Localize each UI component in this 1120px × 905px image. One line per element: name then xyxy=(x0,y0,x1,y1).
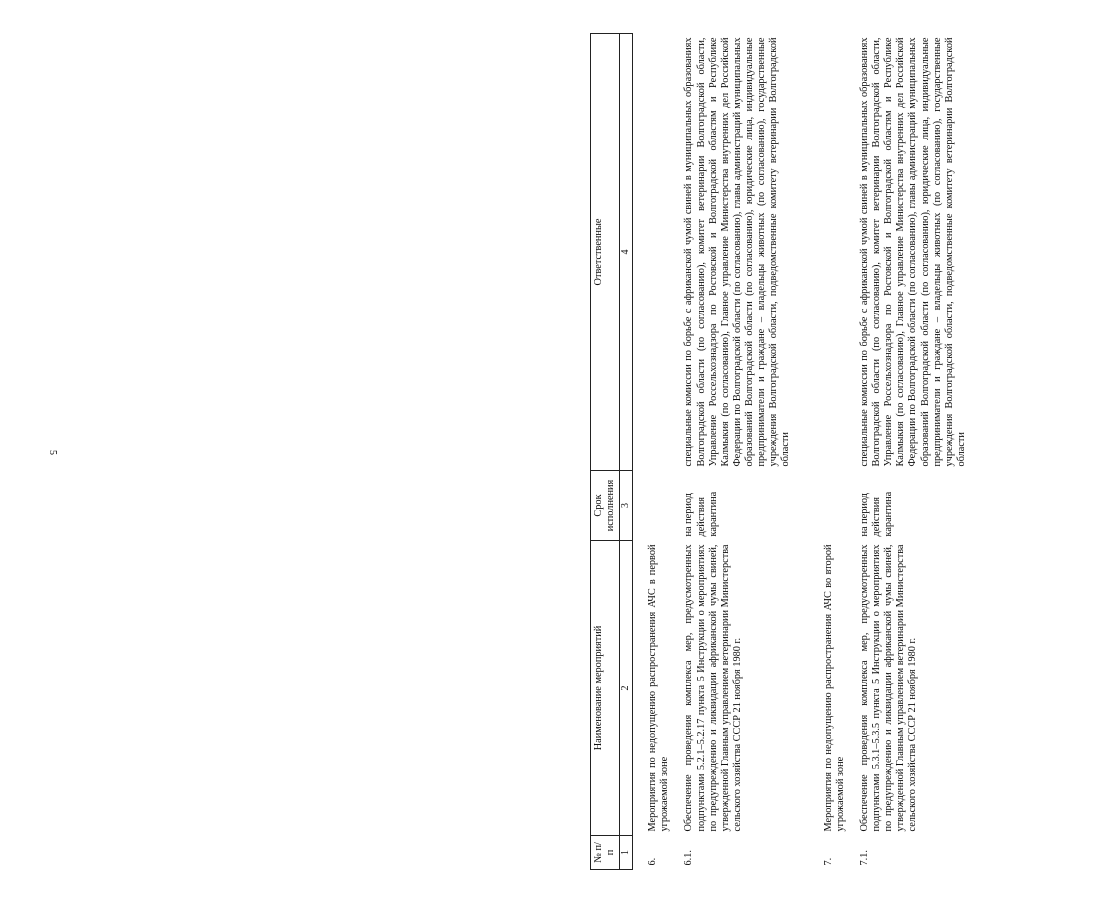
column-number: 1 xyxy=(620,836,633,870)
row-name: Обеспечение проведения комплекса мер, предусмотренных подпунктами 5.3.1–5.3.5 пункта 5 Инструкции о мероприятиях по предупреждению и ликвидации африканской чумы свиней, утвержденной Главным управлением ветеринарии Министерства сельского хозяйства СССР 21 ноября 1980 г. xyxy=(858,544,919,832)
row-num: 6. xyxy=(647,857,659,866)
measures-table xyxy=(590,33,970,870)
header-deadline: Срок исполнения xyxy=(591,471,620,541)
rotated-page xyxy=(590,34,1120,870)
row-num: 7.1. xyxy=(858,850,870,866)
row-responsible xyxy=(795,34,849,471)
column-number: 2 xyxy=(620,541,633,836)
row-name: Мероприятия по недопущению распространения АЧС во второй угрожаемой зоне xyxy=(822,544,846,832)
row-responsible: специальные комиссии по борьбе с африканской чумой свиней в муниципальных образованиях Волгоградской области (по согласованию), комитет ветеринарии Волгоградской области, Управление Россельхознадзора по Ростовской и Волгоградской областям и Республике Калмыкия (по согласованию), Главное управление Министерства внутренних дел Российской Федерации по Волгоградской области (по согласованию), главы администраций муниципальных образований Волгоградской области (по согласованию), юридические лица, индивидуальные предприниматели и граждане – владельцы животных (по согласованию), государственные учреждения Волгоградской области, подведомственные комитету ветеринарии Волгоградской области xyxy=(858,37,968,467)
column-number: 3 xyxy=(620,471,633,541)
row-deadline xyxy=(795,471,849,541)
table-row xyxy=(633,34,674,870)
column-number-row xyxy=(620,34,633,870)
row-responsible: специальные комиссии по борьбе с африканской чумой свиней в муниципальных образованиях Волгоградской области (по согласованию), комитет ветеринарии Волгоградской области, Управление Россельхознадзора по Ростовской и Волгоградской областям и Республике Калмыкия (по согласованию), Главное управление Министерства внутренних дел Российской Федерации по Волгоградской области (по согласованию), главы администраций муниципальных образований Волгоградской области (по согласованию), юридические лица, индивидуальные предприниматели и граждане – владельцы животных (по согласованию), государственные учреждения Волгоградской области, подведомственные комитету ветеринарии Волгоградской области xyxy=(683,37,792,467)
header-num: № п/п xyxy=(591,836,620,870)
table-row xyxy=(849,34,970,870)
column-number: 4 xyxy=(620,34,633,471)
row-name: Обеспечение проведения комплекса мер, предусмотренных подпунктами 5.2.1–5.2.17 пункта 5 Инструкции о мероприятиях по предупреждению и ликвидации африканской чумы свиней, утвержденной Главным управлением ветеринарии Министерства сельского хозяйства СССР 21 ноября 1980 г. xyxy=(683,544,743,832)
row-deadline: на период действия карантина xyxy=(858,491,895,537)
table-row xyxy=(795,34,849,870)
row-num: 7. xyxy=(822,857,834,866)
row-num: 6.1. xyxy=(683,850,695,866)
row-deadline xyxy=(633,471,674,541)
row-responsible xyxy=(633,34,674,471)
header-row xyxy=(591,34,620,870)
page-number: 5 xyxy=(47,450,58,455)
header-responsible: Ответственные xyxy=(591,34,620,471)
row-deadline: на период действия карантина xyxy=(683,491,719,537)
table-row xyxy=(673,34,794,870)
header-name: Наименование мероприятий xyxy=(591,541,620,836)
row-name: Мероприятия по недопущению распространения АЧС в первой угрожаемой зоне xyxy=(647,544,671,832)
